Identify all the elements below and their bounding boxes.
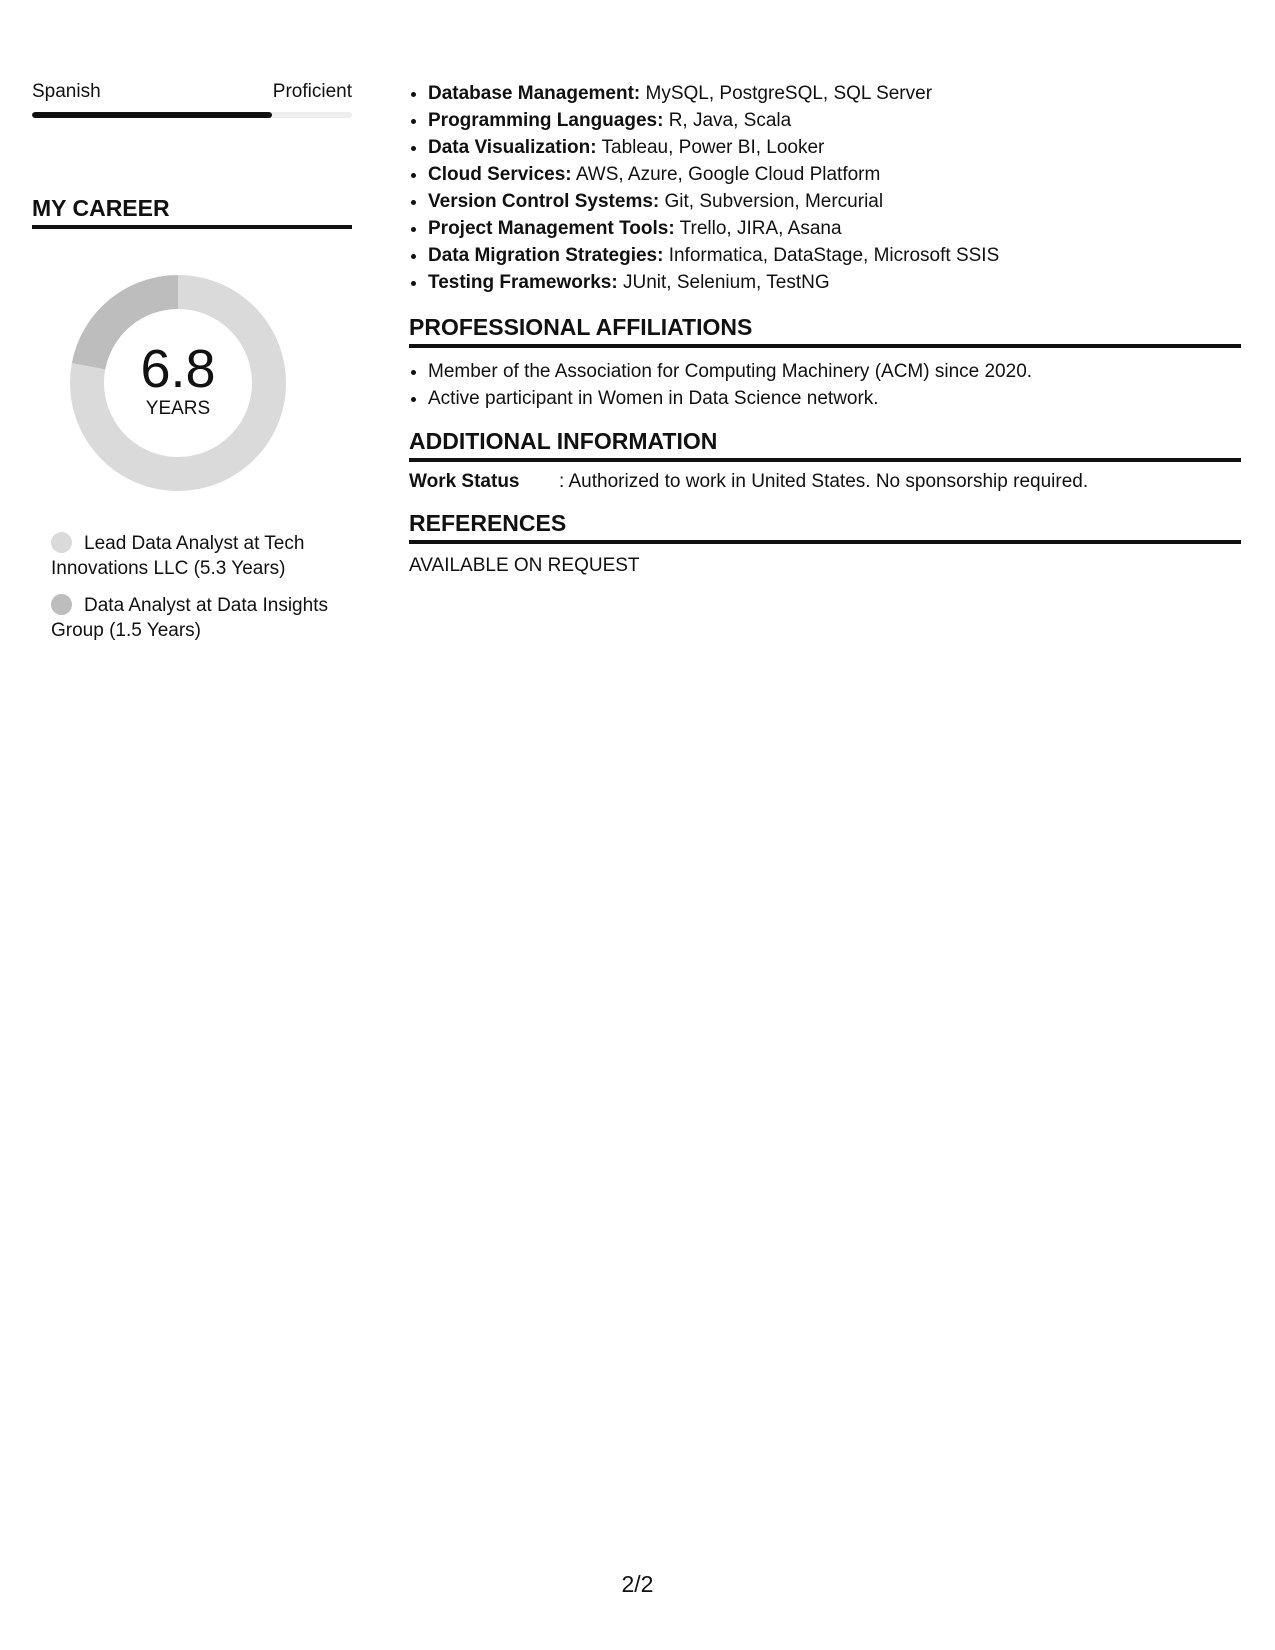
affiliation-item: • Member of the Association for Computing Machinery (ACM) since 2020. [428, 358, 1241, 385]
language-row [32, 80, 352, 104]
language-proficiency-bar [32, 112, 352, 118]
career-legend [32, 531, 352, 643]
skill-item [428, 269, 1241, 296]
skill-item [428, 242, 1241, 269]
career-legend-item [51, 531, 341, 581]
additional-info-section-title: ADDITIONAL INFORMATION [409, 427, 1241, 462]
skill-item [428, 215, 1241, 242]
skill-item [428, 134, 1241, 161]
career-legend-label: Lead Data Analyst at Tech Innovations LLC (5.3 Years) [51, 533, 305, 579]
legend-dot-icon [51, 594, 72, 615]
career-legend-label: Data Analyst at Data Insights Group (1.5 Years) [51, 595, 328, 641]
skill-item [428, 188, 1241, 215]
skill-category: Data Visualization: [428, 137, 597, 158]
skill-values: AWS, Azure, Google Cloud Platform [571, 164, 881, 185]
affiliation-item: • Active participant in Women in Data Science network. [428, 385, 1241, 412]
skill-category: Database Management: [428, 83, 641, 104]
skill-category: Version Control Systems: [428, 191, 660, 212]
work-status-label: Work Status [409, 471, 520, 492]
right-column [409, 80, 1241, 578]
skill-values: Git, Subversion, Mercurial [659, 191, 884, 212]
legend-dot-icon [51, 532, 72, 553]
skill-values: JUnit, Selenium, TestNG [617, 272, 830, 293]
references-section-title: REFERENCES [409, 509, 1241, 544]
skill-category: Data Migration Strategies: [428, 245, 664, 266]
skill-item [428, 161, 1241, 188]
skill-item [428, 107, 1241, 134]
work-status-value: : Authorized to work in United States. No sponsorship required. [559, 471, 1089, 492]
career-legend-item [51, 593, 341, 643]
left-column [32, 80, 352, 655]
skill-values: R, Java, Scala [663, 110, 792, 131]
skill-item [428, 80, 1241, 107]
affiliations-list [409, 358, 1241, 412]
skill-values: MySQL, PostgreSQL, SQL Server [640, 83, 933, 104]
career-donut-chart [66, 271, 290, 495]
page-number: 2/2 [621, 1571, 654, 1597]
career-total-value: 6.8 [140, 339, 216, 399]
skills-list [409, 80, 1241, 296]
work-status-row [409, 470, 1241, 494]
skill-category: Project Management Tools: [428, 218, 675, 239]
skill-category: Testing Frameworks: [428, 272, 618, 293]
skill-category: Programming Languages: [428, 110, 664, 131]
skill-values: Trello, JIRA, Asana [674, 218, 842, 239]
donut-center [66, 271, 290, 495]
skill-values: Tableau, Power BI, Looker [596, 137, 825, 158]
career-total-unit: YEARS [145, 398, 211, 419]
affiliations-section-title: PROFESSIONAL AFFILIATIONS [409, 313, 1241, 348]
references-text: AVAILABLE ON REQUEST [409, 555, 640, 576]
language-name: Spanish [32, 81, 101, 102]
skill-values: Informatica, DataStage, Microsoft SSIS [663, 245, 1000, 266]
language-proficiency-fill [32, 112, 272, 118]
career-section-title: MY CAREER [32, 194, 352, 229]
skill-category: Cloud Services: [428, 164, 572, 185]
language-level: Proficient [272, 81, 352, 102]
